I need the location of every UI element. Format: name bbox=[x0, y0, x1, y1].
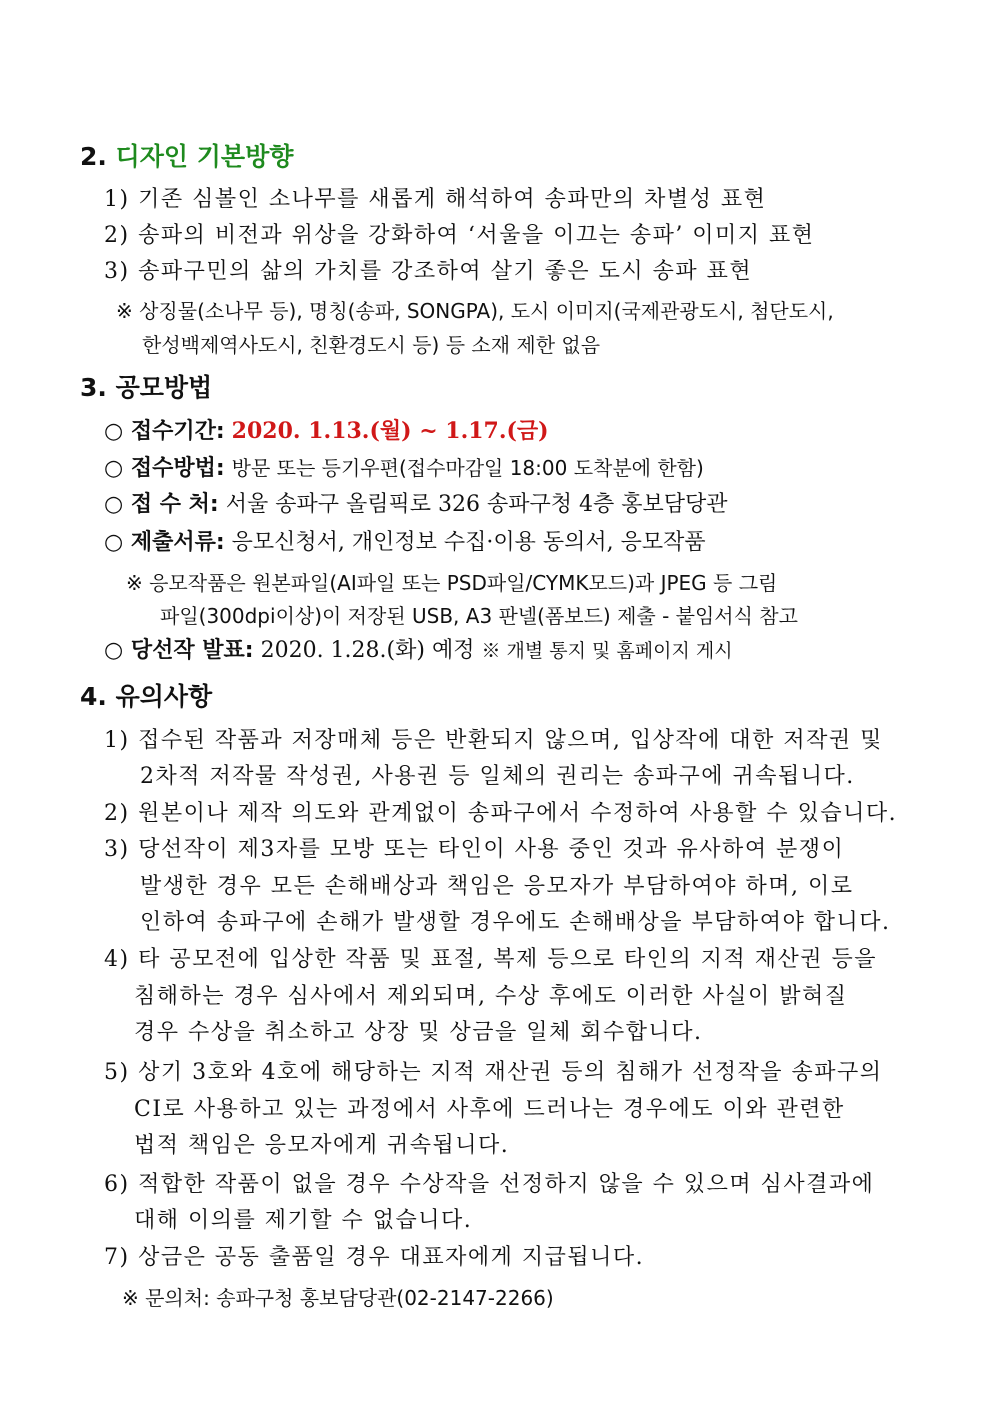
sec4-line: CI로 사용하고 있는 과정에서 사후에 드러나는 경우에도 이와 관련한 bbox=[134, 1097, 845, 1122]
sec4-line: 2차적 저작물 작성권, 사용권 등 일체의 권리는 송파구에 귀속됩니다. bbox=[140, 764, 855, 789]
docs-label: ○ 제출서류: bbox=[104, 530, 225, 555]
sec2-item-3: 3) 송파구민의 삶의 가치를 강조하여 살기 좋은 도시 송파 표현 bbox=[104, 259, 753, 284]
announce-value: 2020. 1.28.(화) 예정 bbox=[260, 638, 475, 663]
sec4-line: 5) 상기 3호와 4호에 해당하는 지적 재산권 등의 침해가 선정작을 송파구의 bbox=[104, 1060, 883, 1085]
method-value: 방문 또는 등기우편(접수마감일 18:00 도착분에 한함) bbox=[231, 456, 704, 480]
docs-note-line-2: 파일(300dpi이상)이 저장된 USB, A3 판넬(폼보드) 제출 - 붙임서식 참고 bbox=[160, 604, 798, 628]
section-2-number: 2. bbox=[80, 142, 107, 171]
section-3-title: 3. 공모방법 bbox=[80, 373, 213, 402]
sec4-line: 4) 타 공모전에 입상한 작품 및 표절, 복제 등으로 타인의 지적 재산권 등을 bbox=[104, 947, 878, 972]
sec4-line: 3) 당선작이 제3자를 모방 또는 타인이 사용 중인 것과 유사하여 분쟁이 bbox=[104, 837, 845, 862]
sec2-note-line-1: ※ 상징물(소나무 등), 명칭(송파, SONGPA), 도시 이미지(국제관광도시, 첨단도시, bbox=[116, 299, 834, 323]
sec4-line: 1) 접수된 작품과 저장매체 등은 반환되지 않으며, 입상작에 대한 저작권 및 bbox=[104, 728, 883, 753]
sec4-line: 경우 수상을 취소하고 상장 및 상금을 일체 회수합니다. bbox=[134, 1020, 703, 1045]
period-row bbox=[104, 416, 549, 447]
sec4-line: 침해하는 경우 심사에서 제외되며, 수상 후에도 이러한 사실이 밝혀질 bbox=[134, 984, 848, 1009]
sec4-line: 법적 책임은 응모자에게 귀속됩니다. bbox=[134, 1133, 510, 1158]
place-row bbox=[104, 490, 727, 520]
docs-note-line-1: ※ 응모작품은 원본파일(AI파일 또는 PSD파일/CYMK모드)과 JPEG 등 그림 bbox=[126, 571, 778, 595]
announce-label: ○ 당선작 발표: bbox=[104, 638, 254, 663]
period-label: ○ 접수기간: bbox=[104, 419, 225, 444]
contact-note: ※ 문의처: 송파구청 홍보담당관(02-2147-2266) bbox=[122, 1286, 554, 1310]
sec4-line: 인하여 송파구에 손해가 발생할 경우에도 손해배상을 부담하여야 합니다. bbox=[140, 910, 891, 935]
sec4-line: 2) 원본이나 제작 의도와 관계없이 송파구에서 수정하여 사용할 수 있습니다. bbox=[104, 801, 898, 826]
sec4-line: 발생한 경우 모든 손해배상과 책임은 응모자가 부담하여야 하며, 이로 bbox=[140, 874, 854, 899]
method-label: ○ 접수방법: bbox=[104, 456, 225, 481]
sec2-note-line-2: 한성백제역사도시, 친환경도시 등) 등 소재 제한 없음 bbox=[142, 333, 601, 357]
sec4-line: 6) 적합한 작품이 없을 경우 수상작을 선정하지 않을 수 있으며 심사결과에 bbox=[104, 1172, 875, 1197]
sec2-item-1: 1) 기존 심볼인 소나무를 새롭게 해석하여 송파만의 차별성 표현 bbox=[104, 187, 767, 212]
announce-row bbox=[104, 636, 733, 666]
section-2-heading bbox=[80, 142, 293, 172]
method-row bbox=[104, 453, 704, 484]
section-4-title: 4. 유의사항 bbox=[80, 682, 213, 711]
section-2-title: 디자인 기본방향 bbox=[115, 142, 294, 171]
place-label: ○ 접 수 처: bbox=[104, 492, 219, 517]
sec4-line: 대해 이의를 제기할 수 없습니다. bbox=[134, 1208, 473, 1233]
sec2-item-2: 2) 송파의 비전과 위상을 강화하여 ‘서울을 이끄는 송파’ 이미지 표현 bbox=[104, 223, 815, 248]
sec4-line: 7) 상금은 공동 출품일 경우 대표자에게 지급됩니다. bbox=[104, 1245, 645, 1270]
place-value: 서울 송파구 올림픽로 326 송파구청 4층 홍보담당관 bbox=[225, 492, 728, 517]
period-value: 2020. 1.13.(월) ~ 1.17.(금) bbox=[231, 418, 549, 444]
docs-row bbox=[104, 528, 706, 558]
announce-note: ※ 개별 통지 및 홈페이지 게시 bbox=[481, 640, 733, 662]
docs-value: 응모신청서, 개인정보 수집·이용 동의서, 응모작품 bbox=[231, 530, 706, 555]
